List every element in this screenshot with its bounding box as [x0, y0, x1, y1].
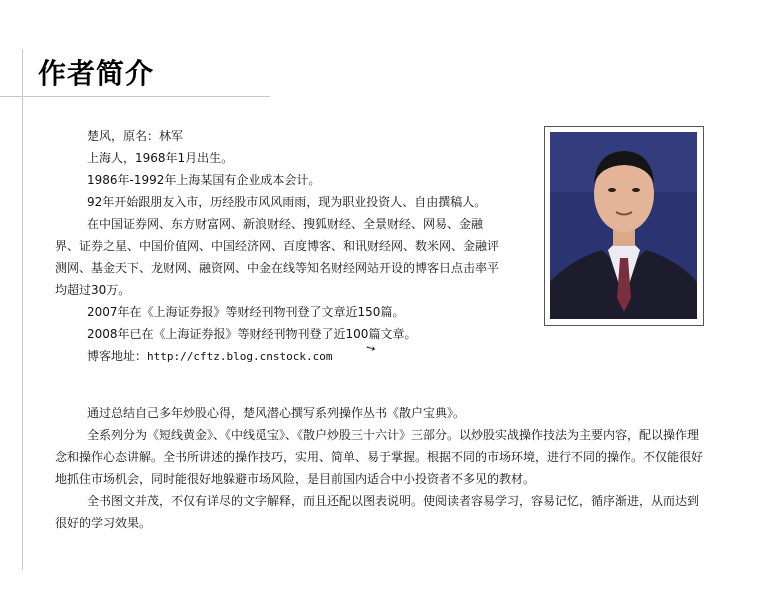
- bio-line: 楚风，原名：林军: [87, 129, 184, 143]
- page-title: 作者简介: [38, 57, 155, 90]
- bio-line: 2007年在《上海证券报》等财经刊物刊登了文章近150篇。: [87, 305, 405, 319]
- blog-label: 博客地址：: [87, 349, 148, 363]
- title-underline: [0, 96, 270, 97]
- cursor-icon: ➘: [363, 339, 380, 357]
- author-portrait-icon: [550, 132, 697, 319]
- intro-paragraph: 全系列分为《短线黄金》、《中线觅宝》、《散户炒股三十六计》三部分。以炒股实战操作技法为主要内容，配以操作理念和操作心态讲解。全书所讲述的操作技巧，实用、简单、易于掌握。根据不同的市场环境，进行不同的操作。不仅能很好地抓住市场机会，同时能很好地躲避市场风险，是目前国内适合中小投资者不多见的教材。: [55, 428, 704, 486]
- bio-line: 1986年-1992年上海某国有企业成本会计。: [87, 173, 321, 187]
- blog-line: [55, 339, 505, 368]
- bio-line: 2008年已在《上海证券报》等财经刊物刊登了近100篇文章。: [87, 327, 417, 341]
- intro-paragraph: 全书图文并茂，不仅有详尽的文字解释，而且还配以图表说明。使阅读者容易学习，容易记忆，循序渐进，从而达到很好的学习效果。: [55, 494, 700, 530]
- author-bio: [55, 125, 505, 368]
- bio-line: 92年开始跟朋友入市，历经股市风风雨雨，现为职业投资人、自由撰稿人。: [87, 195, 487, 209]
- author-photo-frame: [544, 126, 704, 326]
- bio-line: 在中国证券网、东方财富网、新浪财经、搜狐财经、全景财经、网易、金融界、证券之星、中国价值网、中国经济网、百度博客、和讯财经网、数米网、金融评测网、基金天下、龙财网、融资网、中金在线等知名财经网站开设的博客日点击率平均超过30万。: [55, 217, 500, 297]
- left-divider: [22, 49, 23, 570]
- bio-line: 上海人，1968年1月出生。: [87, 151, 234, 165]
- book-intro: [55, 402, 710, 534]
- blog-url-link[interactable]: http://cftz.blog.cnstock.com: [147, 350, 333, 363]
- intro-paragraph: 通过总结自己多年炒股心得，楚风潜心撰写系列操作丛书《散户宝典》。: [87, 406, 466, 420]
